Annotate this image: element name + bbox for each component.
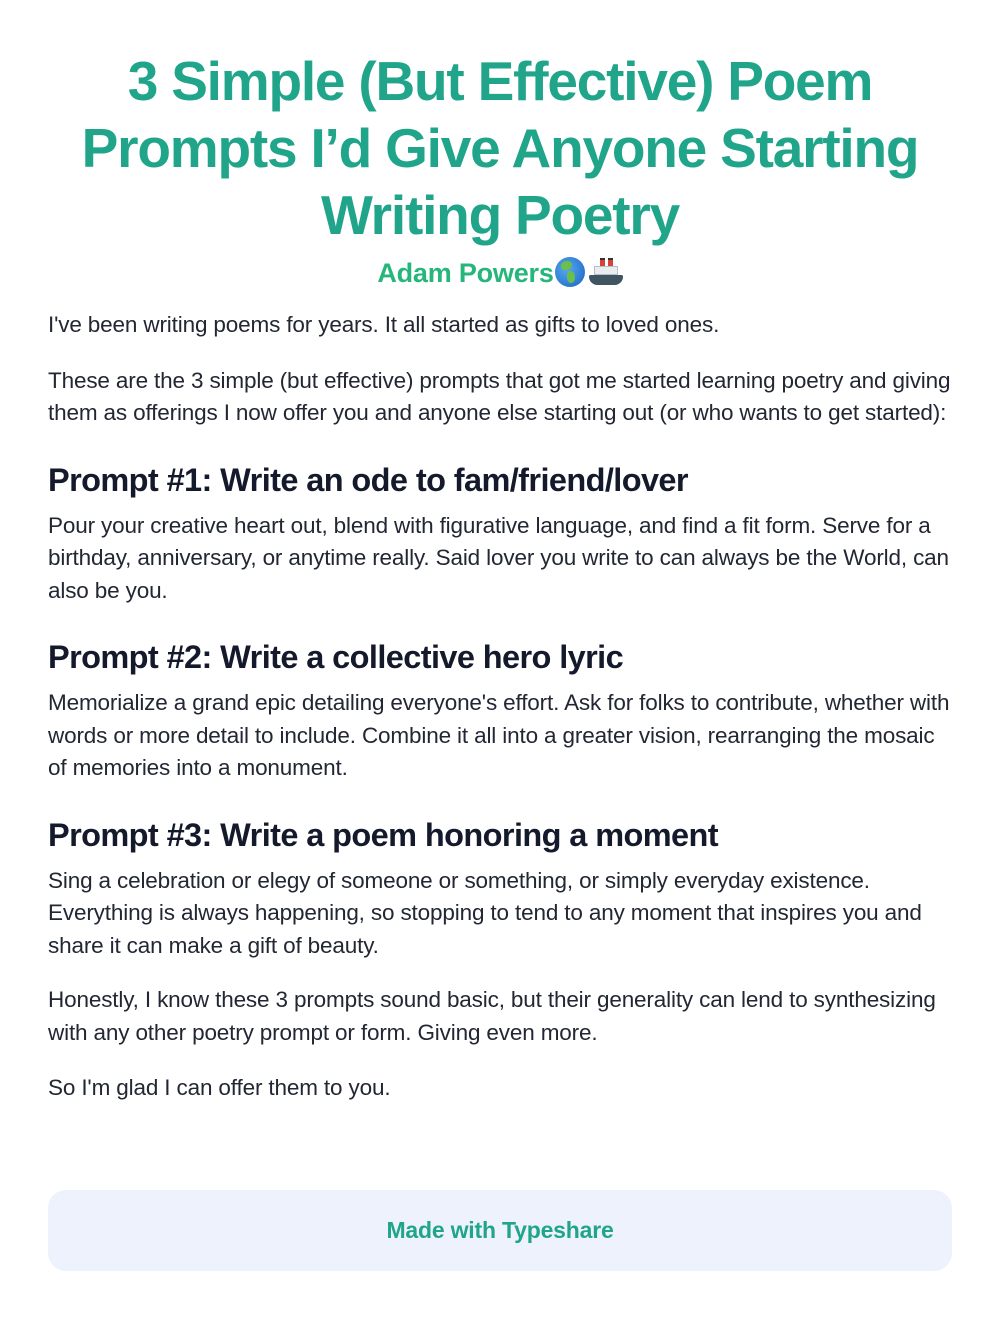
section-heading: Prompt #1: Write an ode to fam/friend/lover xyxy=(48,461,688,498)
globe-americas-icon xyxy=(555,257,585,287)
author-name: Adam Powers xyxy=(377,258,554,288)
section-heading: Prompt #2: Write a collective hero lyric xyxy=(48,639,624,675)
intro-paragraph: I've been writing poems for years. It all started as gifts to loved ones. xyxy=(48,312,720,337)
article-body xyxy=(48,309,952,1105)
section-heading: Prompt #3: Write a poem honoring a moment xyxy=(48,816,719,853)
outro-paragraph: So I'm glad I can offer them to you. xyxy=(48,1075,391,1100)
section-body: Memorialize a grand epic detailing everyone's effort. Ask for folks to contribute, whether with words or more detail to include. Combine it all into a greater vision, rearranging the mosaic of memories into a monument. xyxy=(48,690,950,780)
footer-label: Made with Typeshare xyxy=(386,1217,614,1243)
author-byline xyxy=(48,255,952,291)
section-body: Sing a celebration or elegy of someone or something, or simply everyday existence. Everything is always happening, so stopping to tend to any moment that inspires you and share it can make a gift of beauty. xyxy=(48,867,922,958)
article-title: 3 Simple (But Effective) Poem Prompts I’d Give Anyone Starting Writing Poetry xyxy=(81,50,919,246)
intro-paragraph: These are the 3 simple (but effective) prompts that got me started learning poetry and giving them as offerings I now offer you and anyone else starting out (or who wants to get started): xyxy=(48,367,951,425)
outro-paragraph: Honestly, I know these 3 prompts sound basic, but their generality can lend to synthesizing with any other poetry prompt or form. Giving even more. xyxy=(48,987,936,1045)
made-with-typeshare-banner[interactable] xyxy=(48,1190,952,1271)
ship-icon xyxy=(589,257,623,287)
section-body: Pour your creative heart out, blend with figurative language, and find a fit form. Serve for a birthday, anniversary, or anytime really. Said lover you write to can always be the World, can also be you. xyxy=(48,512,949,603)
